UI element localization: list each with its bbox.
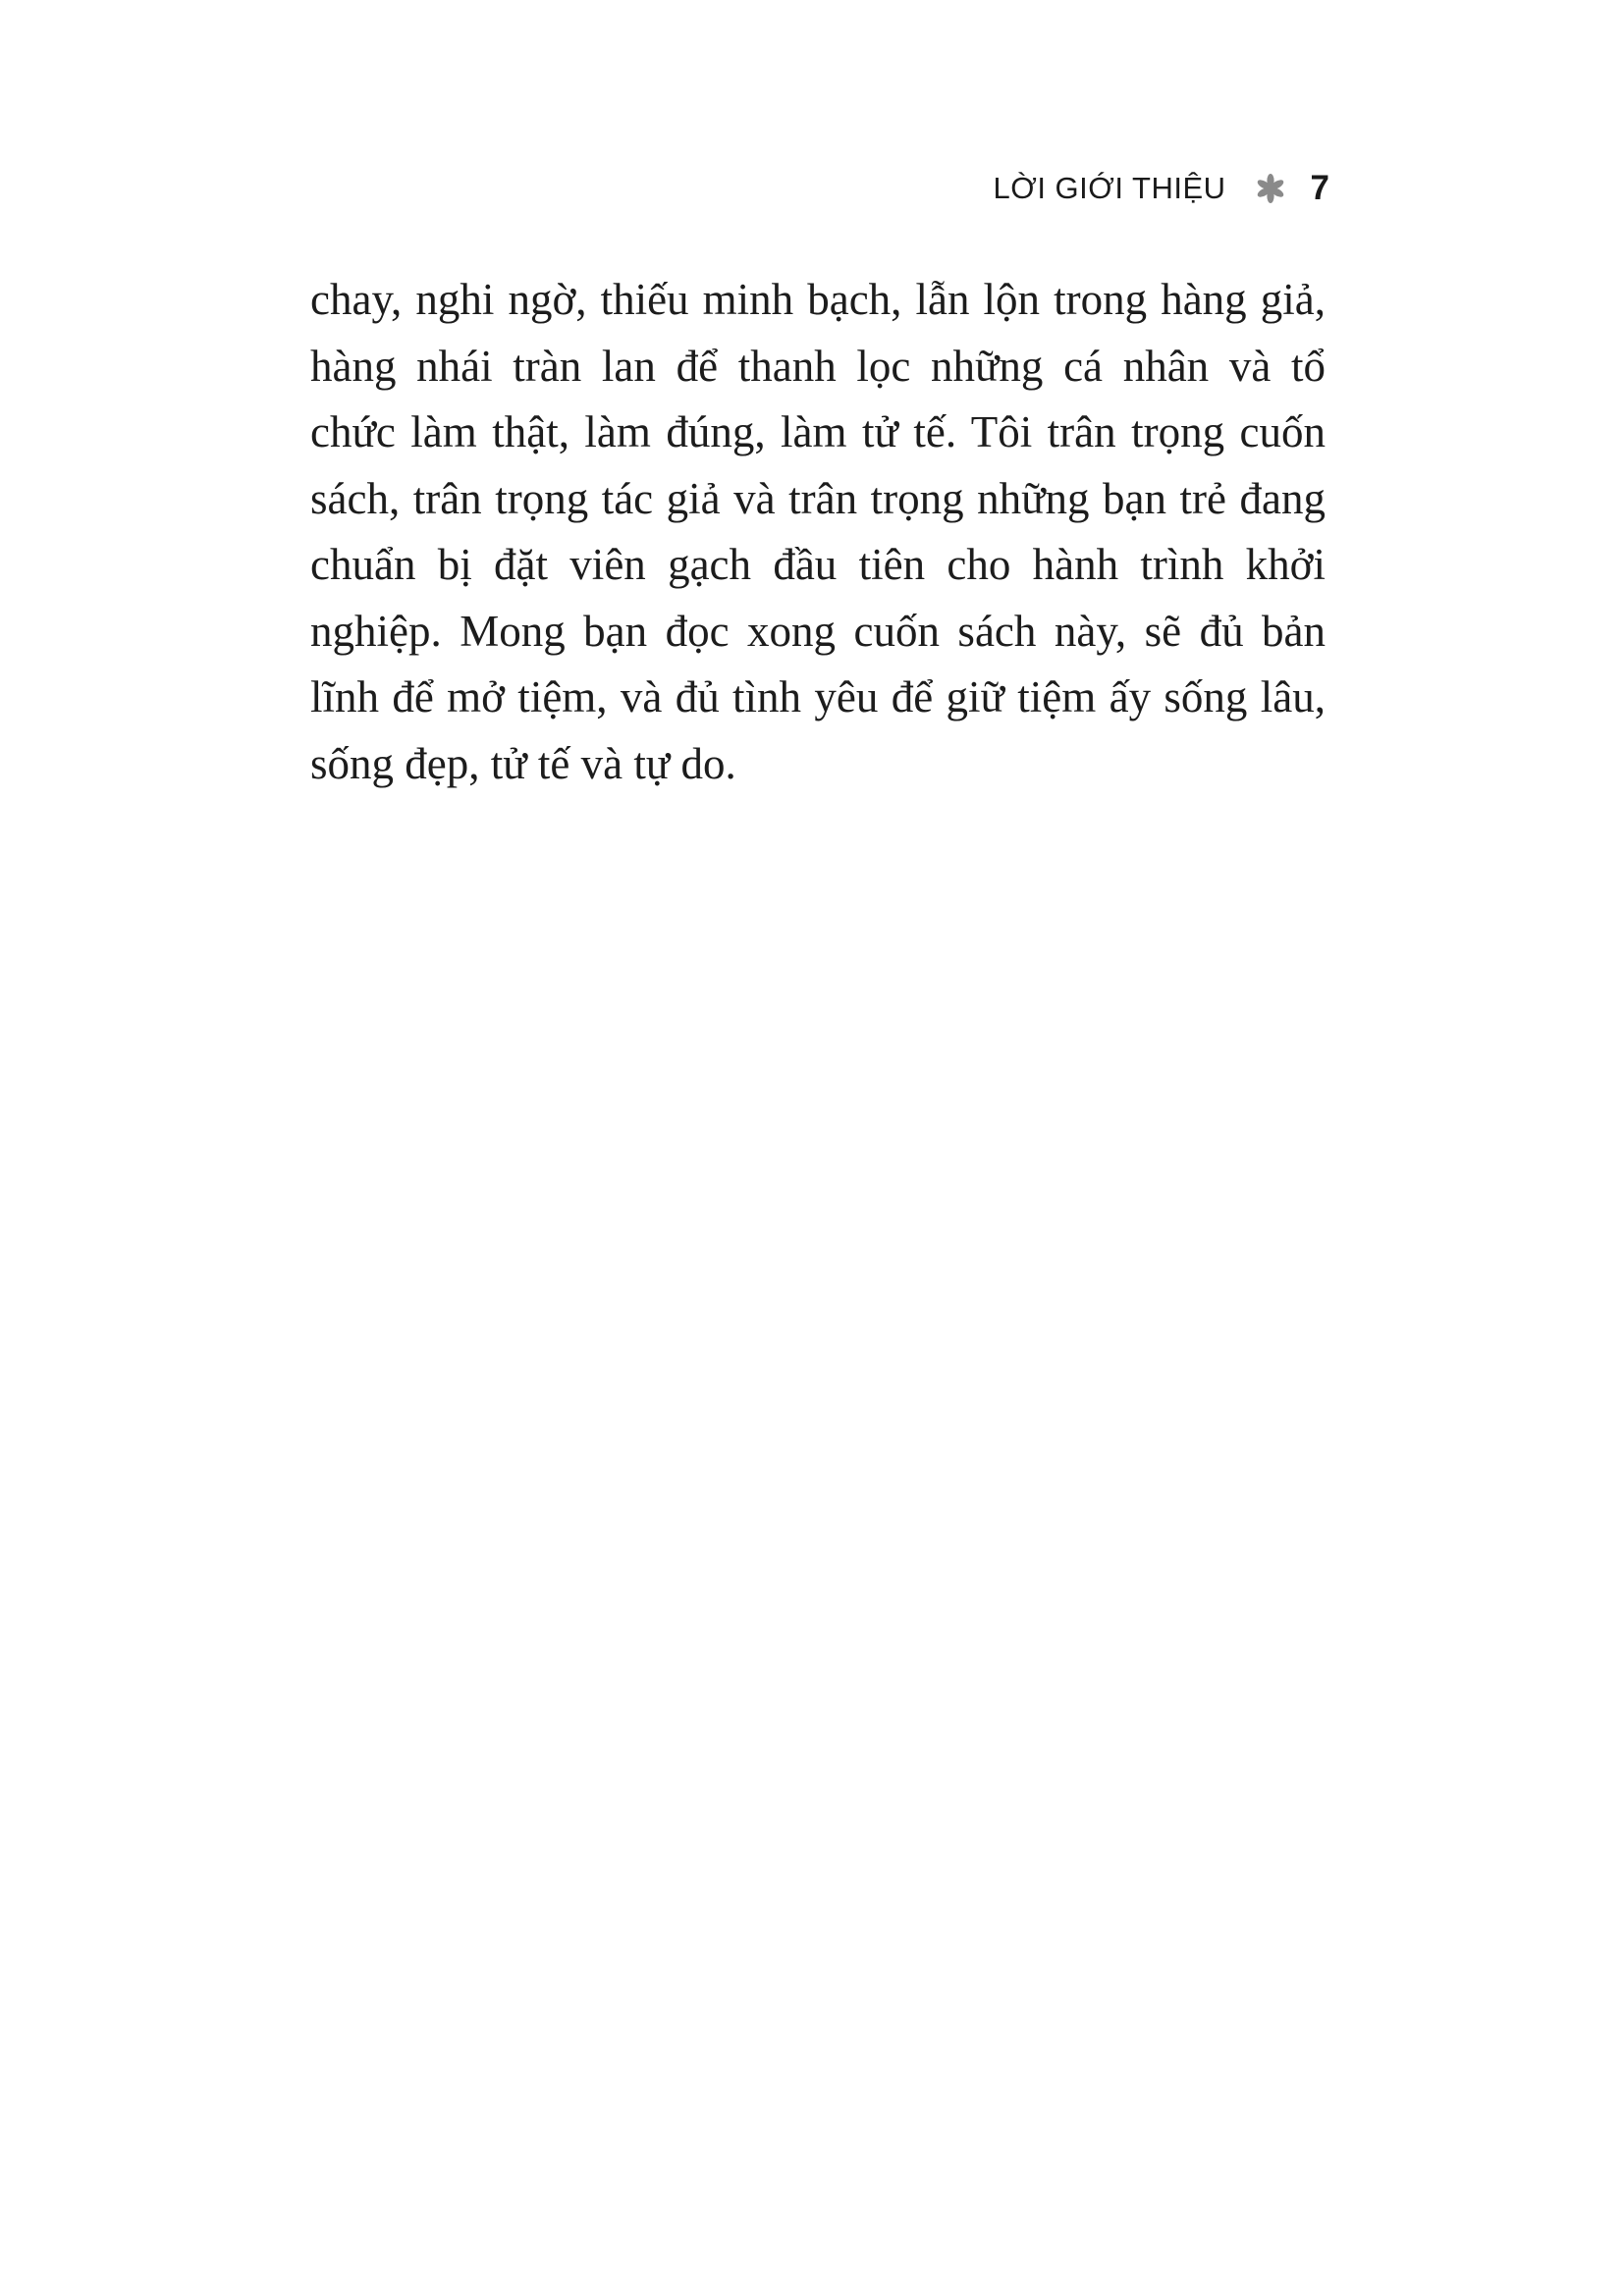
running-header (994, 169, 1330, 208)
paragraph-line: chay, nghi ngờ, thiếu minh bạch, lẫn lộn trong hàng giả, (310, 275, 1326, 324)
paragraph-line: chuẩn bị đặt viên gạch đầu tiên cho hành trình khởi (310, 540, 1326, 589)
paragraph-line: nghiệp. Mong bạn đọc xong cuốn sách này, sẽ đủ bản (310, 606, 1326, 656)
paragraph-line: sống đẹp, tử tế và tự do. (310, 738, 736, 788)
asterisk-flower-icon-svg (1256, 174, 1285, 203)
page-number: 7 (1310, 169, 1329, 207)
asterisk-flower-icon (1256, 174, 1285, 203)
body-paragraph (310, 267, 1326, 797)
paragraph-line: lĩnh để mở tiệm, và đủ tình yêu để giữ tiệm ấy sống lâu, (310, 672, 1326, 721)
paragraph-line: hàng nhái tràn lan để thanh lọc những cá nhân và tổ (310, 341, 1326, 391)
paragraph-line: chức làm thật, làm đúng, làm tử tế. Tôi trân trọng cuốn (310, 407, 1326, 456)
paragraph-line: sách, trân trọng tác giả và trân trọng những bạn trẻ đang (310, 473, 1326, 523)
chapter-title: LỜI GIỚI THIỆU (993, 171, 1226, 205)
